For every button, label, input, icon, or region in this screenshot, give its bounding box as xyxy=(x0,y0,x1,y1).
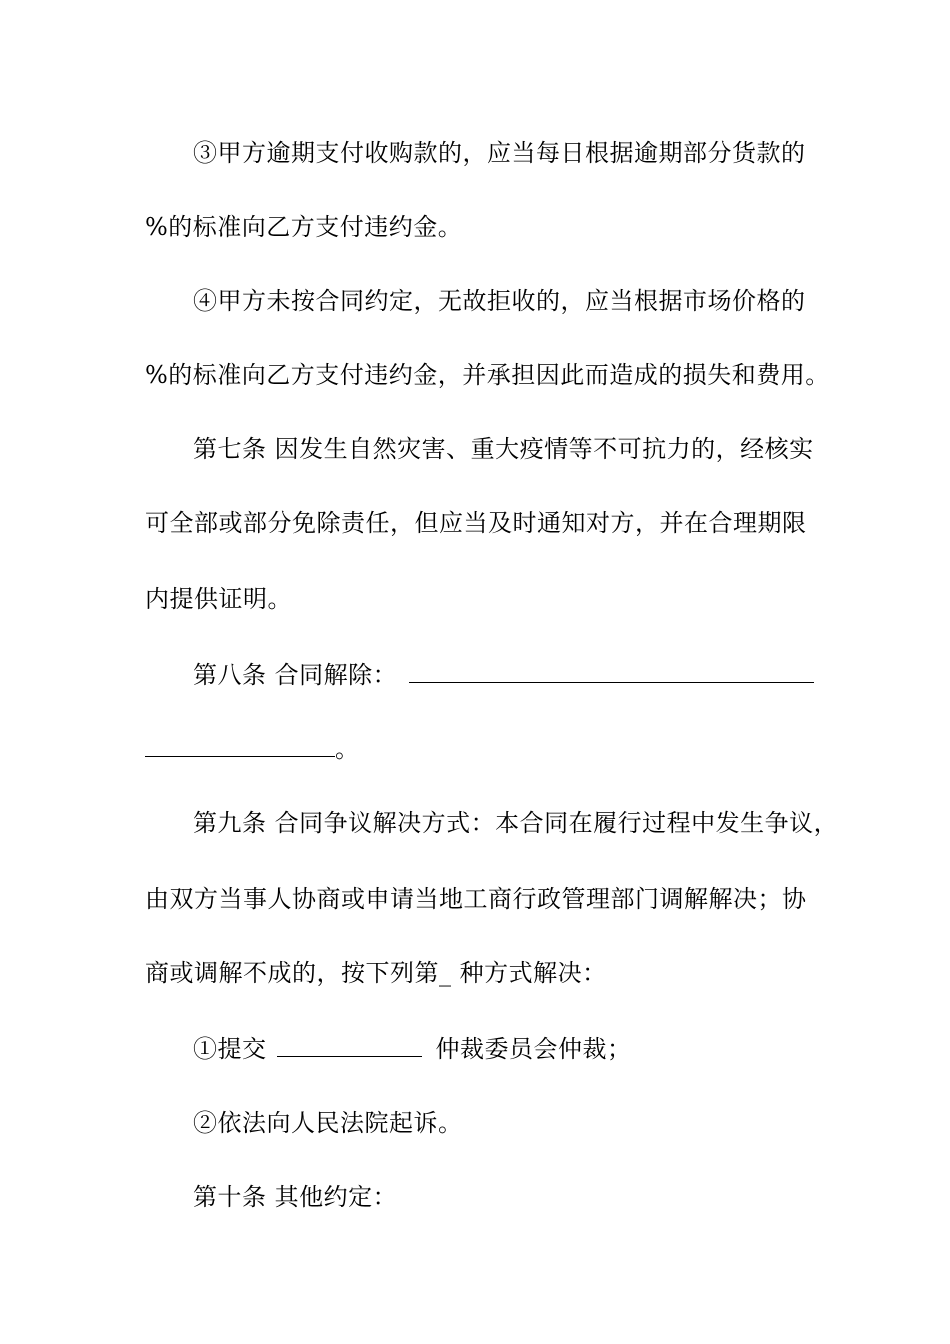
clause-9-line-3: 商或调解不成的，按下列第_ 种方式解决： xyxy=(145,959,607,987)
clause-6-item-3-line-1: ③甲方逾期支付收购款的，应当每日根据逾期部分货款的 xyxy=(193,139,806,167)
clause-9-line-2: 由双方当事人协商或申请当地工商行政管理部门调解解决；协 xyxy=(145,885,807,913)
arbitration-committee-blank xyxy=(277,1034,422,1057)
clause-9-option-1 xyxy=(193,1034,632,1064)
termination-blank-2 xyxy=(145,734,335,757)
clause-10-line-1: 第十条 其他约定： xyxy=(193,1183,398,1211)
clause-7-line-2: 可全部或部分免除责任，但应当及时通知对方，并在合理期限 xyxy=(145,509,807,537)
clause-9-line-1: 第九条 合同争议解决方式：本合同在履行过程中发生争议， xyxy=(193,809,839,837)
clause-6-item-4-line-1: ④甲方未按合同约定，无故拒收的，应当根据市场价格的 xyxy=(193,287,806,315)
clause-8-end-mark: 。 xyxy=(335,735,360,763)
option-1-suffix: 仲裁委员会仲裁； xyxy=(435,1035,632,1063)
clause-6-item-4-line-2: %的标准向乙方支付违约金，并承担因此而造成的损失和费用。 xyxy=(145,361,830,389)
clause-9-option-2: ②依法向人民法院起诉。 xyxy=(193,1109,463,1137)
clause-8-line-1 xyxy=(193,660,814,690)
clause-7-line-3: 内提供证明。 xyxy=(145,585,292,613)
termination-blank-1 xyxy=(409,660,814,683)
clause-6-item-3-line-2: %的标准向乙方支付违约金。 xyxy=(145,213,463,241)
option-1-prefix: ①提交 xyxy=(193,1035,267,1063)
clause-8-line-2 xyxy=(145,734,360,764)
clause-7-line-1: 第七条 因发生自然灾害、重大疫情等不可抗力的，经核实 xyxy=(193,435,814,463)
clause-8-label: 第八条 合同解除： xyxy=(193,661,398,689)
